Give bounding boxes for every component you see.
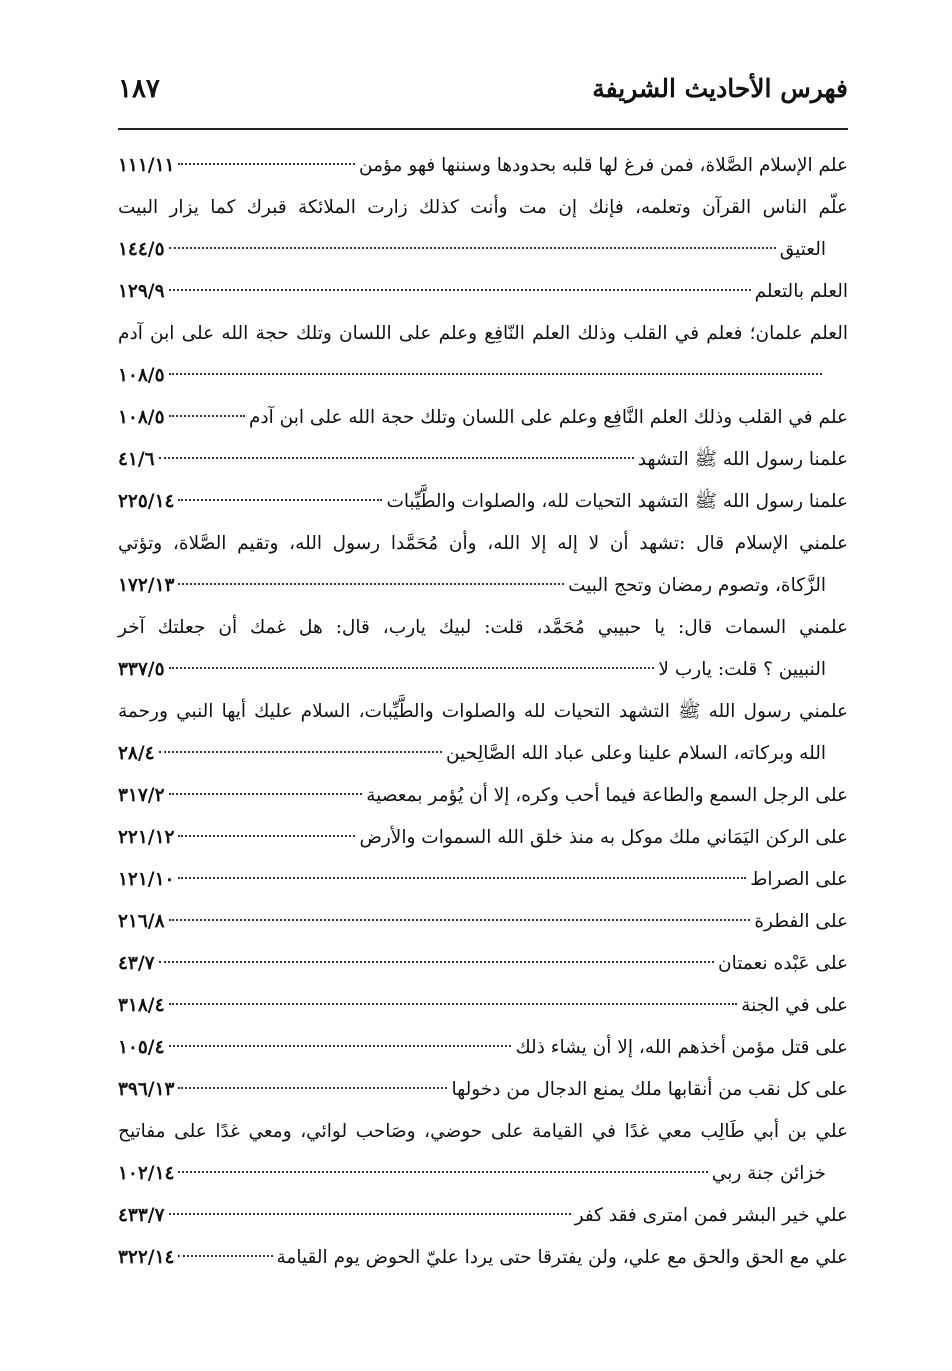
entry-final-line <box>118 817 848 859</box>
volume-page-ref: ٢١٦/٨ <box>118 911 165 932</box>
entry-text: على قتل مؤمن أخذهم الله، إلا أن يشاء ذلك <box>515 1037 848 1058</box>
page-number: ١٨٧ <box>118 74 160 104</box>
volume-page-ref: ٣٩٦/١٣ <box>118 1079 175 1100</box>
entry-text: علم في القلب وذلك العلم النَّافِع وعلم على اللسان وتلك حجة الله على ابن آدم <box>248 407 848 428</box>
entry-final-line <box>118 901 848 943</box>
entry-final-line <box>118 649 848 691</box>
leader-dots <box>169 415 245 417</box>
leader-dots <box>169 667 655 669</box>
entry-text: خزائن جنة ربي <box>711 1163 826 1184</box>
volume-page-ref: ٢٢١/١٢ <box>118 827 175 848</box>
index-entry <box>118 1111 848 1195</box>
leader-dots <box>169 1213 571 1215</box>
leader-dots <box>169 919 751 921</box>
volume-page-ref: ٤٣٣/٧ <box>118 1205 165 1226</box>
index-entry <box>118 271 848 313</box>
leader-dots <box>178 835 355 837</box>
entry-final-line <box>118 1027 848 1069</box>
leader-dots <box>178 877 746 879</box>
leader-dots <box>178 499 382 501</box>
entry-final-line <box>118 1069 848 1111</box>
entry-text: الله وبركاته، السلام علينا وعلى عباد الله الصَّالِحين <box>445 743 826 764</box>
index-entry <box>118 313 848 397</box>
leader-dots <box>178 1087 447 1089</box>
entry-text: النبيين ؟ قلت: يارب لا <box>658 659 826 680</box>
entry-final-line <box>118 229 848 271</box>
entry-text: علم الإسلام الصَّلاة، فمن فرغ لها قلبه بحدودها وسننها فهو مؤمن <box>359 155 848 176</box>
entry-final-line <box>118 733 848 775</box>
entry-final-line <box>118 145 848 187</box>
leader-dots <box>169 793 363 795</box>
entry-text: علي مع الحق والحق مع علي، ولن يفترقا حتى يردا عليّ الحوض يوم القيامة <box>276 1247 848 1268</box>
entry-text-line: علي بن أبي طَالِب معي غدًا في القيامة على حوضي، وصَاحب لوائي، ومعي غدًا على مفاتيح <box>118 1121 848 1142</box>
leader-dots <box>178 1255 272 1257</box>
index-entry <box>118 775 848 817</box>
index-entry <box>118 439 848 481</box>
index-entry <box>118 607 848 691</box>
entry-final-line <box>118 397 848 439</box>
entry-final-line <box>118 1237 848 1279</box>
entry-text-line: العلم علمان؛ فعلم في القلب وذلك العلم النّافِع وعلم على اللسان وتلك حجة الله على ابن آدم <box>118 323 848 344</box>
entry-text: على عَبْده نعمتان <box>718 953 848 974</box>
entry-final-line <box>118 859 848 901</box>
index-entry <box>118 145 848 187</box>
leader-dots <box>169 1003 738 1005</box>
entry-final-line <box>118 481 848 523</box>
index-entry <box>118 1237 848 1279</box>
leader-dots <box>169 373 822 375</box>
entry-text-line: علمني الإسلام قال :تشهد أن لا إله إلا الله، وأن مُحَمَّدا رسول الله، وتقيم الصَّلاة، وتؤتي <box>118 533 848 554</box>
entry-text: على الرجل السمع والطاعة فيما أحب وكره، إلا أن يُؤمر بمعصية <box>366 785 848 806</box>
volume-page-ref: ١٠٨/٥ <box>118 365 165 386</box>
volume-page-ref: ١٢٩/٩ <box>118 281 165 302</box>
leader-dots <box>159 751 442 753</box>
leader-dots <box>159 961 714 963</box>
index-entry <box>118 1027 848 1069</box>
entry-final-line <box>118 943 848 985</box>
entry-text-line: علّم الناس القرآن وتعلمه، فإنك إن مت وأنت كذلك زارت الملائكة قبرك كما يزار البيت <box>118 197 848 218</box>
index-entry <box>118 943 848 985</box>
index-entry <box>118 397 848 439</box>
entry-text: علمنا رسول الله ﷺ التشهد التحيات لله، والصلوات والطَّيِّبات <box>386 491 848 512</box>
entry-text-line: علمني السمات قال: يا حبيبي مُحَمَّد، قلت: لبيك يارب، قال: هل غمك أن جعلتك آخر <box>118 617 848 638</box>
index-entry <box>118 691 848 775</box>
volume-page-ref: ٢٢٥/١٤ <box>118 491 175 512</box>
entry-final-line <box>118 271 848 313</box>
entry-text-line: علمني رسول الله ﷺ التشهد التحيات لله والصلوات والطَّيِّبات، السلام عليك أيها النبي ورحمة <box>118 701 848 722</box>
index-entry <box>118 1195 848 1237</box>
volume-page-ref: ٣١٧/٢ <box>118 785 165 806</box>
index-entry <box>118 523 848 607</box>
entry-final-line <box>118 1195 848 1237</box>
volume-page-ref: ٤١/٦ <box>118 449 155 470</box>
leader-dots <box>169 247 776 249</box>
index-entry <box>118 859 848 901</box>
hadith-index-list <box>118 145 848 1279</box>
entry-final-line <box>118 439 848 481</box>
index-entry <box>118 985 848 1027</box>
entry-final-line <box>118 985 848 1027</box>
entry-final-line <box>118 565 848 607</box>
index-entry <box>118 1069 848 1111</box>
volume-page-ref: ٣١٨/٤ <box>118 995 165 1016</box>
volume-page-ref: ٢٨/٤ <box>118 743 155 764</box>
leader-dots <box>178 583 564 585</box>
page-title: فهرس الأحاديث الشريفة <box>592 74 848 103</box>
entry-text: على الركن اليَمَاني ملك موكل به منذ خلق الله السموات والأرض <box>359 827 848 848</box>
leader-dots <box>169 1045 512 1047</box>
entry-text: علمنا رسول الله ﷺ التشهد <box>637 449 848 470</box>
entry-text: على الفطرة <box>754 911 848 932</box>
entry-text: الزَّكاة، وتصوم رمضان وتحج البيت <box>568 575 826 596</box>
index-entry <box>118 481 848 523</box>
volume-page-ref: ١٢١/١٠ <box>118 869 175 890</box>
index-entry <box>118 187 848 271</box>
volume-page-ref: ٣٣٧/٥ <box>118 659 165 680</box>
volume-page-ref: ١١١/١١ <box>118 155 175 176</box>
volume-page-ref: ١٠٨/٥ <box>118 407 165 428</box>
page-header <box>118 70 848 118</box>
entry-text: على في الجنة <box>741 995 848 1016</box>
entry-text: العتيق <box>779 239 826 260</box>
entry-final-line <box>118 775 848 817</box>
volume-page-ref: ١٧٢/١٣ <box>118 575 175 596</box>
leader-dots <box>159 457 634 459</box>
volume-page-ref: ١٠٢/١٤ <box>118 1163 175 1184</box>
entry-final-line <box>118 355 848 397</box>
leader-dots <box>178 1171 707 1173</box>
index-entry <box>118 817 848 859</box>
volume-page-ref: ١٤٤/٥ <box>118 239 165 260</box>
entry-final-line <box>118 1153 848 1195</box>
header-rule <box>118 128 848 130</box>
volume-page-ref: ٤٣/٧ <box>118 953 155 974</box>
entry-text: علي خير البشر فمن امترى فقد كفر <box>574 1205 848 1226</box>
entry-text: على الصراط <box>750 869 848 890</box>
index-entry <box>118 901 848 943</box>
volume-page-ref: ١٠٥/٤ <box>118 1037 165 1058</box>
leader-dots <box>178 163 355 165</box>
volume-page-ref: ٣٢٢/١٤ <box>118 1247 175 1268</box>
leader-dots <box>169 289 751 291</box>
entry-text: على كل نقب من أنقابها ملك يمنع الدجال من دخولها <box>451 1079 848 1100</box>
entry-text: العلم بالتعلم <box>754 281 848 302</box>
